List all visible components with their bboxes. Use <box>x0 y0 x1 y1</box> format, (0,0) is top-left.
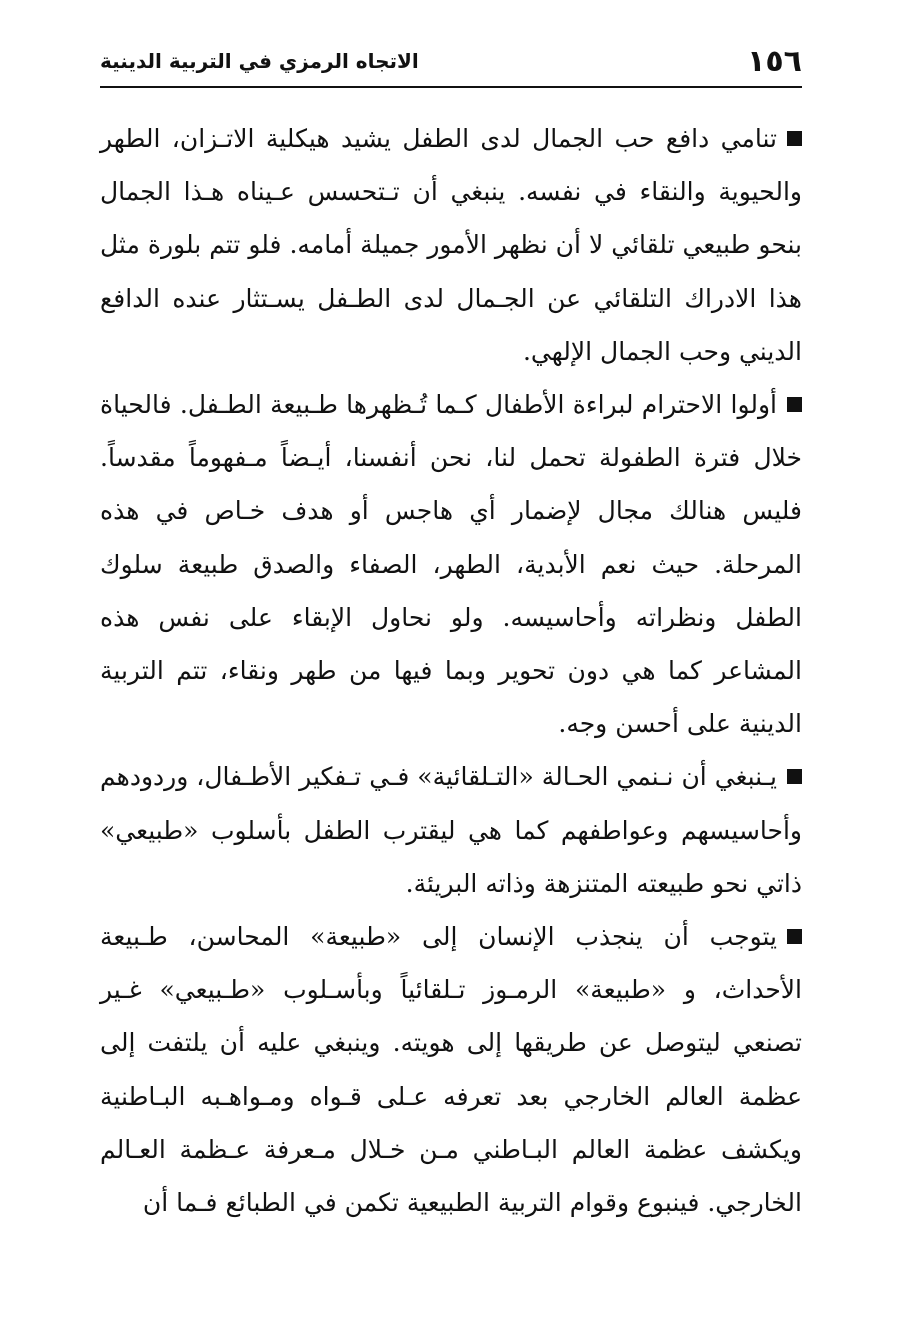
paragraph-text: يـنبغي أن نـنمي الحـالة «التـلقائية» فـي تـفكير الأطـفال، وردودهم وأحاسيسهم وعواطفهم كما هي ليقترب الطفل بأسلوب «طبيعي» ذاتي نحو طبيعته المتنزهة وذاته البريئة. <box>100 762 802 898</box>
paragraph-text: يتوجب أن ينجذب الإنسان إلى «طبيعة» المحاسن، طـبيعة الأحداث، و «طبيعة» الرمـوز تـلقائياً وبأسـلوب «طـبيعي» غـير تصنعي ليتوصل عن طريقها إلى هويته. وينبغي عليه أن يلتفت إلى عظمة العالم الخارجي بعد تعرفه عـلى قـواه ومـواهـبه البـاطنية ويكشف عظمة العالم البـاطني مـن خـلال مـعرفة عـظمة العـالم الخارجي. فينبوع وقوام التربية الطبيعية تكمن في الطبائع فـما أن <box>100 922 802 1218</box>
header-rule <box>100 86 802 88</box>
running-title: الاتجاه الرمزي في التربية الدينية <box>100 49 419 73</box>
paragraph <box>100 378 802 750</box>
square-bullet-icon <box>787 769 802 784</box>
square-bullet-icon <box>787 929 802 944</box>
paragraph <box>100 112 802 378</box>
running-header <box>100 38 802 84</box>
square-bullet-icon <box>787 131 802 146</box>
paragraph-text: أولوا الاحترام لبراءة الأطفال كـما تُـظهرها طـبيعة الطـفل. فالحياة خلال فترة الطفولة تحمل لنا، نحن أنفسنا، أيـضاً مـفهوماً مقدساً. فليس هنالك مجال لإضمار أي هاجس أو هدف خـاص في هذه المرحلة. حيث نعم الأبدية، الطهر، الصفاء والصدق طبيعة سلوك الطفل ونظراته وأحاسيسه. ولو نحاول الإبقاء على نفس هذه المشاعر كما هي دون تحوير وبما فيها من طهر ونقاء، تتم التربية الدينية على أحسن وجه. <box>100 390 802 739</box>
page-number: ١٥٦ <box>747 43 802 79</box>
paragraph <box>100 750 802 910</box>
paragraph-text: تنامي دافع حب الجمال لدى الطفل يشيد هيكلية الاتـزان، الطهر والحيوية والنقاء في نفسه. ينبغي أن تـتحسس عـيناه هـذا الجمال بنحو طبيعي تلقائي لا أن نظهر الأمور جميلة أمامه. فلو تتم بلورة مثل هذا الادراك التلقائي عن الجـمال لدى الطـفل يسـتثار عنده الدافع الديني وحب الجمال الإلهي. <box>100 124 802 366</box>
body-text <box>100 112 802 1229</box>
square-bullet-icon <box>787 397 802 412</box>
paragraph <box>100 910 802 1229</box>
